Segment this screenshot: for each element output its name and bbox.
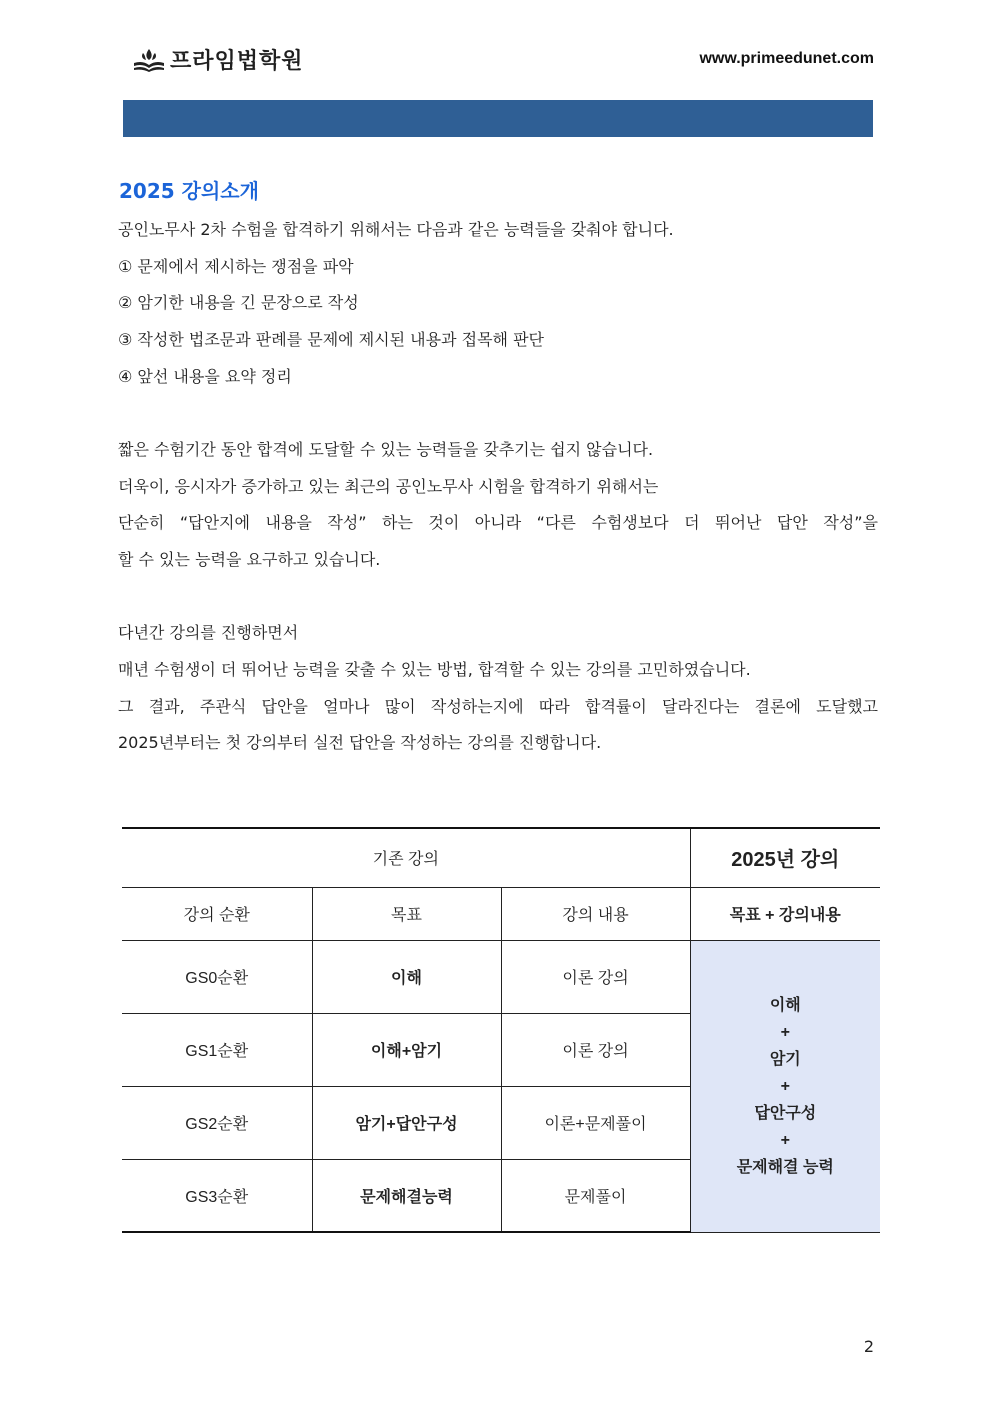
cycle-cell: GS3순환 xyxy=(122,1159,312,1232)
column-header-cycle: 강의 순환 xyxy=(122,887,312,940)
summary-line: + xyxy=(780,1077,790,1095)
content-cell: 이론 강의 xyxy=(501,1013,690,1086)
logo xyxy=(132,44,304,75)
summary-line: 암기 xyxy=(769,1050,801,1068)
goal-cell: 문제해결능력 xyxy=(312,1159,501,1232)
table-row xyxy=(122,940,880,1013)
content-cell: 이론+문제풀이 xyxy=(501,1086,690,1159)
goal-cell: 이해 xyxy=(312,940,501,1013)
requirement-item: ① 문제에서 제시하는 쟁점을 파악 xyxy=(118,257,354,276)
existing-course-header: 기존 강의 xyxy=(122,828,690,887)
body-line: 단순히 “답안지에 내용을 작성” 하는 것이 아니라 “다른 수험생보다 더 뛰어난 답안 작성”을 xyxy=(118,513,878,532)
intro-line: 공인노무사 2차 수험을 합격하기 위해서는 다음과 같은 능력들을 갖춰야 합니다. xyxy=(118,220,674,239)
body-line: 짧은 수험기간 동안 합격에 도달할 수 있는 능력들을 갖추기는 쉽지 않습니다. xyxy=(118,440,654,459)
column-header-goal: 목표 xyxy=(312,887,501,940)
column-header-content: 강의 내용 xyxy=(501,887,690,940)
book-lamp-icon xyxy=(132,47,166,73)
content-cell: 문제풀이 xyxy=(501,1159,690,1232)
requirement-item: ④ 앞선 내용을 요약 정리 xyxy=(118,367,292,386)
cycle-cell: GS1순환 xyxy=(122,1013,312,1086)
body-line: 할 수 있는 능력을 요구하고 있습니다. xyxy=(118,550,381,569)
table-group-header-row xyxy=(122,828,880,887)
site-url[interactable]: www.primeedunet.com xyxy=(699,50,874,67)
page-number: 2 xyxy=(863,1337,874,1356)
header-banner xyxy=(123,100,873,137)
summary-line: 답안구성 xyxy=(754,1104,817,1122)
body-line: 더욱이, 응시자가 증가하고 있는 최근의 공인노무사 시험을 합격하기 위해서는 xyxy=(118,477,659,496)
body-line: 다년간 강의를 진행하면서 xyxy=(118,623,299,642)
body-line: 2025년부터는 첫 강의부터 실전 답안을 작성하는 강의를 진행합니다. xyxy=(118,733,602,752)
course-comparison-table xyxy=(122,827,880,1233)
logo-text: 프라임법학원 xyxy=(170,49,304,74)
table-column-header-row xyxy=(122,887,880,940)
new-course-header: 2025년 강의 xyxy=(690,828,880,887)
requirement-item: ③ 작성한 법조문과 판례를 문제에 제시된 내용과 접목해 판단 xyxy=(118,330,544,349)
summary-line: + xyxy=(780,1023,790,1041)
cycle-cell: GS2순환 xyxy=(122,1086,312,1159)
summary-line: + xyxy=(780,1131,790,1149)
summary-cell xyxy=(690,940,880,1232)
summary-line: 이해 xyxy=(769,996,801,1014)
requirement-item: ② 암기한 내용을 긴 문장으로 작성 xyxy=(118,293,359,312)
goal-cell: 이해+암기 xyxy=(312,1013,501,1086)
summary-line: 문제해결 능력 xyxy=(736,1158,834,1176)
section-title: 2025 강의소개 xyxy=(119,179,259,203)
goal-cell: 암기+답안구성 xyxy=(312,1086,501,1159)
column-header-goal-content: 목표 + 강의내용 xyxy=(690,887,880,940)
cycle-cell: GS0순환 xyxy=(122,940,312,1013)
content-cell: 이론 강의 xyxy=(501,940,690,1013)
body-line: 그 결과, 주관식 답안을 얼마나 많이 작성하는지에 따라 합격률이 달라진다는 결론에 도달했고 xyxy=(118,697,878,716)
body-line: 매년 수험생이 더 뛰어난 능력을 갖출 수 있는 방법, 합격할 수 있는 강의를 고민하였습니다. xyxy=(118,660,751,679)
